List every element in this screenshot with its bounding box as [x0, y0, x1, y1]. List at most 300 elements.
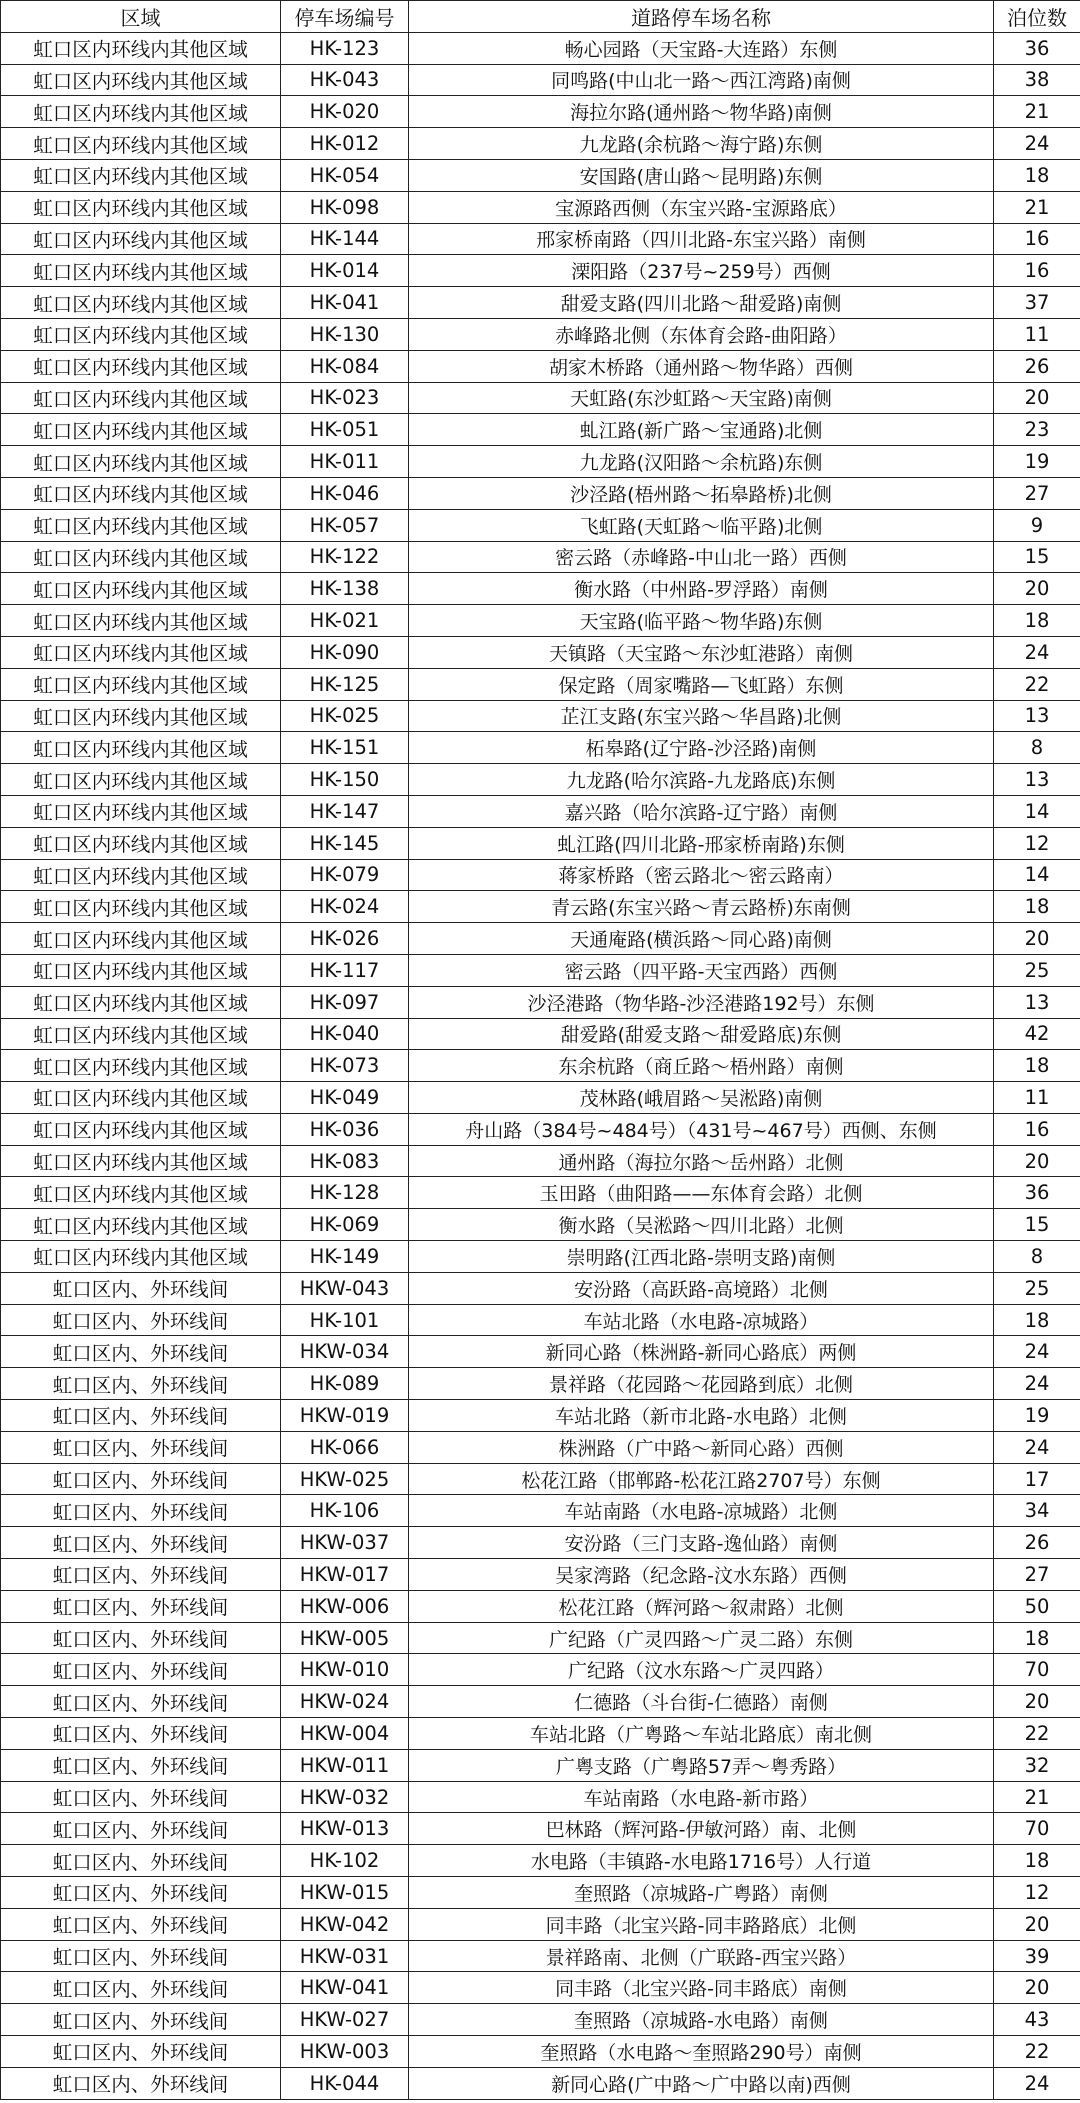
lot-name-cell: 仁德路（斗台街-仁德路）南侧: [409, 1686, 994, 1718]
lot-name-cell: 奎照路（凉城路-水电路）南侧: [409, 2004, 994, 2036]
lot-id-cell: HK-066: [281, 1431, 409, 1463]
lot-name-cell: 甜爱支路(四川北路～甜爱路)南侧: [409, 287, 994, 319]
table-row: [1, 732, 1080, 764]
table-row: [1, 382, 1080, 414]
table-row: [1, 827, 1080, 859]
lot-id-cell: HKW-037: [281, 1527, 409, 1559]
lot-name-cell: 车站北路（水电路-凉城路）: [409, 1304, 994, 1336]
district-cell: 虹口区内环线内其他区域: [1, 891, 281, 923]
lot-name-cell: 邢家桥南路（四川北路-东宝兴路）南侧: [409, 223, 994, 255]
lot-name-cell: 芷江支路(东宝兴路～华昌路)北侧: [409, 700, 994, 732]
table-row: [1, 414, 1080, 446]
lot-id-cell: HK-026: [281, 923, 409, 955]
table-row: [1, 986, 1080, 1018]
lot-id-cell: HKW-004: [281, 1718, 409, 1750]
spaces-cell: 22: [994, 1718, 1080, 1750]
district-cell: 虹口区内、外环线间: [1, 1622, 281, 1654]
district-cell: 虹口区内、外环线间: [1, 1940, 281, 1972]
district-cell: 虹口区内、外环线间: [1, 1908, 281, 1940]
district-cell: 虹口区内、外环线间: [1, 1463, 281, 1495]
spaces-cell: 20: [994, 382, 1080, 414]
district-cell: 虹口区内、外环线间: [1, 1718, 281, 1750]
lot-id-cell: HKW-013: [281, 1813, 409, 1845]
spaces-cell: 20: [994, 923, 1080, 955]
table-row: [1, 477, 1080, 509]
spaces-cell: 20: [994, 1972, 1080, 2004]
lot-id-cell: HK-098: [281, 191, 409, 223]
lot-id-cell: HK-069: [281, 1209, 409, 1241]
spaces-cell: 50: [994, 1590, 1080, 1622]
lot-name-cell: 海拉尔路(通州路～物华路)南侧: [409, 96, 994, 128]
spaces-cell: 18: [994, 605, 1080, 637]
lot-id-cell: HK-117: [281, 954, 409, 986]
lot-name-cell: 安汾路（三门支路-逸仙路）南侧: [409, 1527, 994, 1559]
lot-id-cell: HK-073: [281, 1050, 409, 1082]
district-cell: 虹口区内环线内其他区域: [1, 1209, 281, 1241]
spaces-cell: 17: [994, 1463, 1080, 1495]
spaces-cell: 20: [994, 1145, 1080, 1177]
lot-id-cell: HK-097: [281, 986, 409, 1018]
district-cell: 虹口区内、外环线间: [1, 1495, 281, 1527]
spaces-cell: 26: [994, 1527, 1080, 1559]
spaces-cell: 8: [994, 732, 1080, 764]
lot-id-cell: HK-084: [281, 350, 409, 382]
table-row: [1, 700, 1080, 732]
table-row: [1, 764, 1080, 796]
table-row: [1, 1145, 1080, 1177]
spaces-cell: 21: [994, 1781, 1080, 1813]
lot-name-cell: 虬江路(四川北路-邢家桥南路)东侧: [409, 827, 994, 859]
table-row: [1, 223, 1080, 255]
table-row: [1, 1209, 1080, 1241]
district-cell: 虹口区内环线内其他区域: [1, 509, 281, 541]
lot-id-cell: HKW-034: [281, 1336, 409, 1368]
lot-name-cell: 通州路（海拉尔路～岳州路）北侧: [409, 1145, 994, 1177]
lot-name-cell: 天宝路(临平路～物华路)东侧: [409, 605, 994, 637]
lot-name-cell: 松花江路（邯郸路-松花江路2707号）东侧: [409, 1463, 994, 1495]
lot-id-cell: HK-083: [281, 1145, 409, 1177]
district-cell: 虹口区内、外环线间: [1, 1431, 281, 1463]
table-row: [1, 1749, 1080, 1781]
district-cell: 虹口区内、外环线间: [1, 1590, 281, 1622]
lot-id-cell: HK-089: [281, 1368, 409, 1400]
table-row: [1, 1304, 1080, 1336]
spaces-cell: 18: [994, 1845, 1080, 1877]
spaces-cell: 24: [994, 1336, 1080, 1368]
lot-id-cell: HKW-024: [281, 1686, 409, 1718]
lot-id-cell: HKW-025: [281, 1463, 409, 1495]
spaces-cell: 24: [994, 128, 1080, 160]
header-lot-name: 道路停车场名称: [409, 1, 994, 33]
spaces-cell: 8: [994, 1241, 1080, 1273]
header-lot-id: 停车场编号: [281, 1, 409, 33]
table-row: [1, 2036, 1080, 2068]
spaces-cell: 16: [994, 255, 1080, 287]
spaces-cell: 18: [994, 891, 1080, 923]
lot-id-cell: HKW-006: [281, 1590, 409, 1622]
lot-id-cell: HK-025: [281, 700, 409, 732]
lot-id-cell: HK-138: [281, 573, 409, 605]
lot-id-cell: HK-012: [281, 128, 409, 160]
district-cell: 虹口区内、外环线间: [1, 2004, 281, 2036]
spaces-cell: 18: [994, 1304, 1080, 1336]
spaces-cell: 25: [994, 1272, 1080, 1304]
lot-name-cell: 沙泾路(梧州路～拓皋路桥)北侧: [409, 477, 994, 509]
lot-name-cell: 株洲路（广中路～新同心路）西侧: [409, 1431, 994, 1463]
district-cell: 虹口区内环线内其他区域: [1, 477, 281, 509]
lot-id-cell: HKW-011: [281, 1749, 409, 1781]
lot-name-cell: 景祥路南、北侧（广联路-西宝兴路）: [409, 1940, 994, 1972]
lot-id-cell: HK-079: [281, 859, 409, 891]
spaces-cell: 20: [994, 573, 1080, 605]
lot-id-cell: HK-054: [281, 159, 409, 191]
lot-id-cell: HK-051: [281, 414, 409, 446]
spaces-cell: 24: [994, 1431, 1080, 1463]
spaces-cell: 21: [994, 191, 1080, 223]
header-row: [1, 1, 1080, 33]
lot-id-cell: HKW-010: [281, 1654, 409, 1686]
lot-name-cell: 九龙路(汉阳路～余杭路)东侧: [409, 446, 994, 478]
spaces-cell: 70: [994, 1654, 1080, 1686]
table-row: [1, 1113, 1080, 1145]
lot-name-cell: 嘉兴路（哈尔滨路-辽宁路）南侧: [409, 795, 994, 827]
district-cell: 虹口区内环线内其他区域: [1, 859, 281, 891]
district-cell: 虹口区内、外环线间: [1, 1972, 281, 2004]
spaces-cell: 27: [994, 1559, 1080, 1591]
table-row: [1, 1431, 1080, 1463]
lot-name-cell: 赤峰路北侧（东体育会路-曲阳路）: [409, 318, 994, 350]
table-row: [1, 1400, 1080, 1432]
spaces-cell: 13: [994, 764, 1080, 796]
lot-name-cell: 景祥路（花园路～花园路到底）北侧: [409, 1368, 994, 1400]
district-cell: 虹口区内环线内其他区域: [1, 414, 281, 446]
lot-name-cell: 青云路(东宝兴路～青云路桥)东南侧: [409, 891, 994, 923]
lot-id-cell: HK-102: [281, 1845, 409, 1877]
lot-id-cell: HKW-019: [281, 1400, 409, 1432]
lot-name-cell: 松花江路（辉河路～叙肃路）北侧: [409, 1590, 994, 1622]
lot-id-cell: HK-057: [281, 509, 409, 541]
lot-id-cell: HK-106: [281, 1495, 409, 1527]
lot-id-cell: HK-150: [281, 764, 409, 796]
table-row: [1, 1527, 1080, 1559]
lot-id-cell: HKW-041: [281, 1972, 409, 2004]
spaces-cell: 11: [994, 1082, 1080, 1114]
district-cell: 虹口区内环线内其他区域: [1, 1113, 281, 1145]
spaces-cell: 36: [994, 32, 1080, 64]
table-row: [1, 32, 1080, 64]
table-row: [1, 1654, 1080, 1686]
spaces-cell: 34: [994, 1495, 1080, 1527]
lot-id-cell: HK-040: [281, 1018, 409, 1050]
lot-name-cell: 衡水路（吴淞路～四川北路）北侧: [409, 1209, 994, 1241]
district-cell: 虹口区内环线内其他区域: [1, 382, 281, 414]
lot-name-cell: 车站南路（水电路-新市路）: [409, 1781, 994, 1813]
lot-id-cell: HKW-031: [281, 1940, 409, 1972]
table-row: [1, 287, 1080, 319]
lot-id-cell: HK-044: [281, 2067, 409, 2099]
lot-id-cell: HKW-003: [281, 2036, 409, 2068]
lot-name-cell: 水电路（丰镇路-水电路1716号）人行道: [409, 1845, 994, 1877]
district-cell: 虹口区内、外环线间: [1, 2067, 281, 2099]
lot-id-cell: HK-149: [281, 1241, 409, 1273]
district-cell: 虹口区内、外环线间: [1, 1336, 281, 1368]
district-cell: 虹口区内环线内其他区域: [1, 700, 281, 732]
table-row: [1, 1718, 1080, 1750]
district-cell: 虹口区内环线内其他区域: [1, 223, 281, 255]
table-row: [1, 1590, 1080, 1622]
lot-name-cell: 舟山路（384号~484号）（431号~467号）西侧、东侧: [409, 1113, 994, 1145]
lot-name-cell: 九龙路(哈尔滨路-九龙路底)东侧: [409, 764, 994, 796]
spaces-cell: 15: [994, 1209, 1080, 1241]
table-row: [1, 891, 1080, 923]
table-row: [1, 128, 1080, 160]
spaces-cell: 15: [994, 541, 1080, 573]
lot-name-cell: 溧阳路（237号~259号）西侧: [409, 255, 994, 287]
lot-id-cell: HK-123: [281, 32, 409, 64]
spaces-cell: 38: [994, 64, 1080, 96]
district-cell: 虹口区内环线内其他区域: [1, 1177, 281, 1209]
lot-name-cell: 宝源路西侧（东宝兴路-宝源路底）: [409, 191, 994, 223]
spaces-cell: 13: [994, 986, 1080, 1018]
lot-name-cell: 蒋家桥路（密云路北～密云路南）: [409, 859, 994, 891]
lot-id-cell: HK-043: [281, 64, 409, 96]
table-row: [1, 1686, 1080, 1718]
lot-id-cell: HK-125: [281, 668, 409, 700]
lot-id-cell: HKW-015: [281, 1877, 409, 1909]
district-cell: 虹口区内环线内其他区域: [1, 541, 281, 573]
lot-id-cell: HK-128: [281, 1177, 409, 1209]
lot-id-cell: HKW-005: [281, 1622, 409, 1654]
lot-name-cell: 车站南路（水电路-凉城路）北侧: [409, 1495, 994, 1527]
lot-id-cell: HK-020: [281, 96, 409, 128]
table-row: [1, 509, 1080, 541]
table-row: [1, 1781, 1080, 1813]
lot-name-cell: 胡家木桥路（通州路～物华路）西侧: [409, 350, 994, 382]
district-cell: 虹口区内、外环线间: [1, 1272, 281, 1304]
lot-id-cell: HK-147: [281, 795, 409, 827]
district-cell: 虹口区内、外环线间: [1, 1749, 281, 1781]
spaces-cell: 36: [994, 1177, 1080, 1209]
spaces-cell: 9: [994, 509, 1080, 541]
spaces-cell: 24: [994, 1368, 1080, 1400]
lot-id-cell: HK-151: [281, 732, 409, 764]
table-row: [1, 1241, 1080, 1273]
lot-id-cell: HK-041: [281, 287, 409, 319]
table-row: [1, 350, 1080, 382]
spaces-cell: 43: [994, 2004, 1080, 2036]
lot-id-cell: HK-023: [281, 382, 409, 414]
spaces-cell: 22: [994, 668, 1080, 700]
lot-id-cell: HK-014: [281, 255, 409, 287]
lot-name-cell: 奎照路（水电路～奎照路290号）南侧: [409, 2036, 994, 2068]
table-row: [1, 1908, 1080, 1940]
district-cell: 虹口区内环线内其他区域: [1, 954, 281, 986]
lot-name-cell: 密云路（四平路-天宝西路）西侧: [409, 954, 994, 986]
table-row: [1, 1368, 1080, 1400]
table-row: [1, 636, 1080, 668]
lot-id-cell: HK-122: [281, 541, 409, 573]
spaces-cell: 16: [994, 223, 1080, 255]
table-row: [1, 2067, 1080, 2099]
lot-id-cell: HKW-042: [281, 1908, 409, 1940]
district-cell: 虹口区内环线内其他区域: [1, 191, 281, 223]
table-row: [1, 1813, 1080, 1845]
spaces-cell: 18: [994, 159, 1080, 191]
district-cell: 虹口区内、外环线间: [1, 2036, 281, 2068]
district-cell: 虹口区内环线内其他区域: [1, 318, 281, 350]
table-row: [1, 1495, 1080, 1527]
spaces-cell: 18: [994, 1050, 1080, 1082]
spaces-cell: 26: [994, 350, 1080, 382]
table-row: [1, 1559, 1080, 1591]
spaces-cell: 39: [994, 1940, 1080, 1972]
table-row: [1, 96, 1080, 128]
spaces-cell: 19: [994, 1400, 1080, 1432]
lot-id-cell: HK-024: [281, 891, 409, 923]
table-row: [1, 159, 1080, 191]
lot-id-cell: HKW-032: [281, 1781, 409, 1813]
table-row: [1, 668, 1080, 700]
table-row: [1, 1940, 1080, 1972]
district-cell: 虹口区内、外环线间: [1, 1400, 281, 1432]
district-cell: 虹口区内、外环线间: [1, 1877, 281, 1909]
district-cell: 虹口区内环线内其他区域: [1, 668, 281, 700]
lot-name-cell: 同鸣路(中山北一路～西江湾路)南侧: [409, 64, 994, 96]
district-cell: 虹口区内、外环线间: [1, 1304, 281, 1336]
spaces-cell: 18: [994, 1622, 1080, 1654]
district-cell: 虹口区内环线内其他区域: [1, 128, 281, 160]
district-cell: 虹口区内环线内其他区域: [1, 159, 281, 191]
table-row: [1, 255, 1080, 287]
table-row: [1, 1082, 1080, 1114]
district-cell: 虹口区内环线内其他区域: [1, 795, 281, 827]
district-cell: 虹口区内环线内其他区域: [1, 1241, 281, 1273]
district-cell: 虹口区内环线内其他区域: [1, 96, 281, 128]
table-row: [1, 954, 1080, 986]
table-row: [1, 1845, 1080, 1877]
lot-name-cell: 密云路（赤峰路-中山北一路）西侧: [409, 541, 994, 573]
spaces-cell: 27: [994, 477, 1080, 509]
table-row: [1, 446, 1080, 478]
table-row: [1, 1972, 1080, 2004]
lot-id-cell: HK-090: [281, 636, 409, 668]
lot-name-cell: 车站北路（新市北路-水电路）北侧: [409, 1400, 994, 1432]
spaces-cell: 25: [994, 954, 1080, 986]
district-cell: 虹口区内环线内其他区域: [1, 446, 281, 478]
lot-id-cell: HKW-027: [281, 2004, 409, 2036]
lot-id-cell: HKW-017: [281, 1559, 409, 1591]
table-row: [1, 1463, 1080, 1495]
lot-name-cell: 九龙路(余杭路～海宁路)东侧: [409, 128, 994, 160]
district-cell: 虹口区内环线内其他区域: [1, 573, 281, 605]
district-cell: 虹口区内、外环线间: [1, 1781, 281, 1813]
spaces-cell: 23: [994, 414, 1080, 446]
lot-id-cell: HK-130: [281, 318, 409, 350]
lot-name-cell: 同丰路（北宝兴路-同丰路底）南侧: [409, 1972, 994, 2004]
spaces-cell: 12: [994, 1877, 1080, 1909]
district-cell: 虹口区内环线内其他区域: [1, 255, 281, 287]
table-row: [1, 64, 1080, 96]
lot-id-cell: HKW-043: [281, 1272, 409, 1304]
lot-id-cell: HK-144: [281, 223, 409, 255]
spaces-cell: 24: [994, 636, 1080, 668]
district-cell: 虹口区内环线内其他区域: [1, 350, 281, 382]
lot-name-cell: 广粤支路（广粤路57弄～粤秀路）: [409, 1749, 994, 1781]
spaces-cell: 14: [994, 795, 1080, 827]
lot-id-cell: HK-049: [281, 1082, 409, 1114]
lot-name-cell: 畅心园路（天宝路-大连路）东侧: [409, 32, 994, 64]
district-cell: 虹口区内环线内其他区域: [1, 1050, 281, 1082]
district-cell: 虹口区内、外环线间: [1, 1654, 281, 1686]
district-cell: 虹口区内环线内其他区域: [1, 732, 281, 764]
table-row: [1, 1622, 1080, 1654]
lot-name-cell: 奎照路（凉城路-广粤路）南侧: [409, 1877, 994, 1909]
spaces-cell: 12: [994, 827, 1080, 859]
lot-name-cell: 玉田路（曲阳路——东体育会路）北侧: [409, 1177, 994, 1209]
table-row: [1, 1272, 1080, 1304]
lot-name-cell: 衡水路（中州路-罗浮路）南侧: [409, 573, 994, 605]
table-row: [1, 318, 1080, 350]
table-row: [1, 573, 1080, 605]
lot-name-cell: 安汾路（高跃路-高境路）北侧: [409, 1272, 994, 1304]
lot-name-cell: 吴家湾路（纪念路-汶水东路）西侧: [409, 1559, 994, 1591]
lot-name-cell: 沙泾港路（物华路-沙泾港路192号）东侧: [409, 986, 994, 1018]
lot-name-cell: 虬江路(新广路～宝通路)北侧: [409, 414, 994, 446]
lot-id-cell: HK-021: [281, 605, 409, 637]
lot-id-cell: HK-145: [281, 827, 409, 859]
lot-name-cell: 广纪路（汶水东路～广灵四路）: [409, 1654, 994, 1686]
district-cell: 虹口区内环线内其他区域: [1, 986, 281, 1018]
lot-name-cell: 飞虹路(天虹路～临平路)北侧: [409, 509, 994, 541]
table-row: [1, 605, 1080, 637]
lot-name-cell: 茂林路(峨眉路～吴淞路)南侧: [409, 1082, 994, 1114]
district-cell: 虹口区内、外环线间: [1, 1686, 281, 1718]
spaces-cell: 24: [994, 2067, 1080, 2099]
district-cell: 虹口区内环线内其他区域: [1, 764, 281, 796]
lot-name-cell: 甜爱路(甜爱支路～甜爱路底)东侧: [409, 1018, 994, 1050]
spaces-cell: 20: [994, 1908, 1080, 1940]
district-cell: 虹口区内环线内其他区域: [1, 1082, 281, 1114]
district-cell: 虹口区内、外环线间: [1, 1368, 281, 1400]
lot-name-cell: 巴林路（辉河路-伊敏河路）南、北侧: [409, 1813, 994, 1845]
district-cell: 虹口区内环线内其他区域: [1, 64, 281, 96]
table-row: [1, 1877, 1080, 1909]
district-cell: 虹口区内环线内其他区域: [1, 827, 281, 859]
district-cell: 虹口区内、外环线间: [1, 1813, 281, 1845]
header-spaces: 泊位数: [994, 1, 1080, 33]
lot-id-cell: HK-046: [281, 477, 409, 509]
district-cell: 虹口区内、外环线间: [1, 1559, 281, 1591]
table-row: [1, 923, 1080, 955]
table-row: [1, 1177, 1080, 1209]
spaces-cell: 42: [994, 1018, 1080, 1050]
table-row: [1, 191, 1080, 223]
spaces-cell: 37: [994, 287, 1080, 319]
spaces-cell: 21: [994, 96, 1080, 128]
table-row: [1, 1336, 1080, 1368]
lot-name-cell: 保定路（周家嘴路—飞虹路）东侧: [409, 668, 994, 700]
table-row: [1, 2004, 1080, 2036]
district-cell: 虹口区内、外环线间: [1, 1527, 281, 1559]
lot-name-cell: 同丰路（北宝兴路-同丰路路底）北侧: [409, 1908, 994, 1940]
table-row: [1, 1050, 1080, 1082]
spaces-cell: 16: [994, 1113, 1080, 1145]
district-cell: 虹口区内环线内其他区域: [1, 1018, 281, 1050]
district-cell: 虹口区内环线内其他区域: [1, 636, 281, 668]
district-cell: 虹口区内环线内其他区域: [1, 1145, 281, 1177]
lot-id-cell: HK-036: [281, 1113, 409, 1145]
district-cell: 虹口区内环线内其他区域: [1, 605, 281, 637]
